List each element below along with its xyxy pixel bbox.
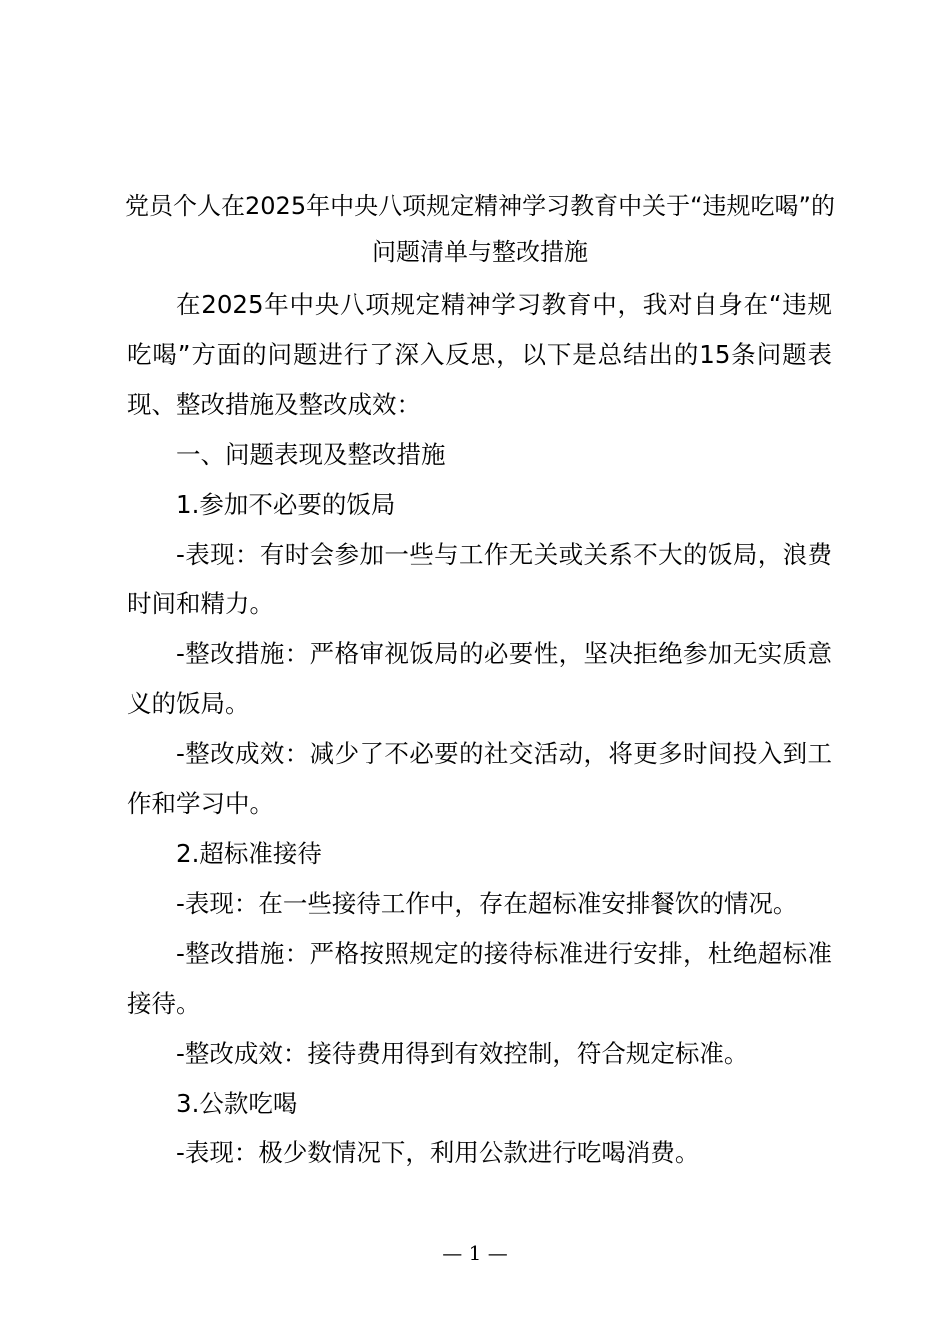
- page-number: — 1 —: [442, 1241, 508, 1265]
- item-2-result: -整改成效：接待费用得到有效控制，符合规定标准。: [176, 1038, 749, 1068]
- item-1-measure: -整改措施：严格审视饭局的必要性，坚决拒绝参加无实质意义的饭局。: [127, 639, 832, 719]
- item-3-problem: -表现：极少数情况下，利用公款进行吃喝消费。: [176, 1138, 700, 1168]
- item-1-result: -整改成效：减少了不必要的社交活动，将更多时间投入到工作和学习中。: [127, 739, 832, 819]
- item-heading-2: 2.超标准接待: [176, 838, 322, 868]
- section-heading: 一、问题表现及整改措施: [176, 439, 446, 469]
- item-heading-3: 3.公款吃喝: [176, 1088, 298, 1118]
- intro-paragraph: 在2025年中央八项规定精神学习教育中，我对自身在“违规吃喝”方面的问题进行了深入反思，以下是总结出的15条问题表现、整改措施及整改成效：: [127, 290, 832, 419]
- item-heading-1: 1.参加不必要的饭局: [176, 489, 396, 519]
- item-2-problem: -表现：在一些接待工作中，存在超标准安排餐饮的情况。: [176, 888, 798, 918]
- item-1-problem: -表现：有时会参加一些与工作无关或关系不大的饭局，浪费时间和精力。: [127, 539, 832, 619]
- document-body: [127, 280, 832, 1178]
- document-title: 党员个人在2025年中央八项规定精神学习教育中关于“违规吃喝”的问题清单与整改措施: [125, 192, 835, 266]
- item-2-measure: -整改措施：严格按照规定的接待标准进行安排，杜绝超标准接待。: [127, 938, 832, 1018]
